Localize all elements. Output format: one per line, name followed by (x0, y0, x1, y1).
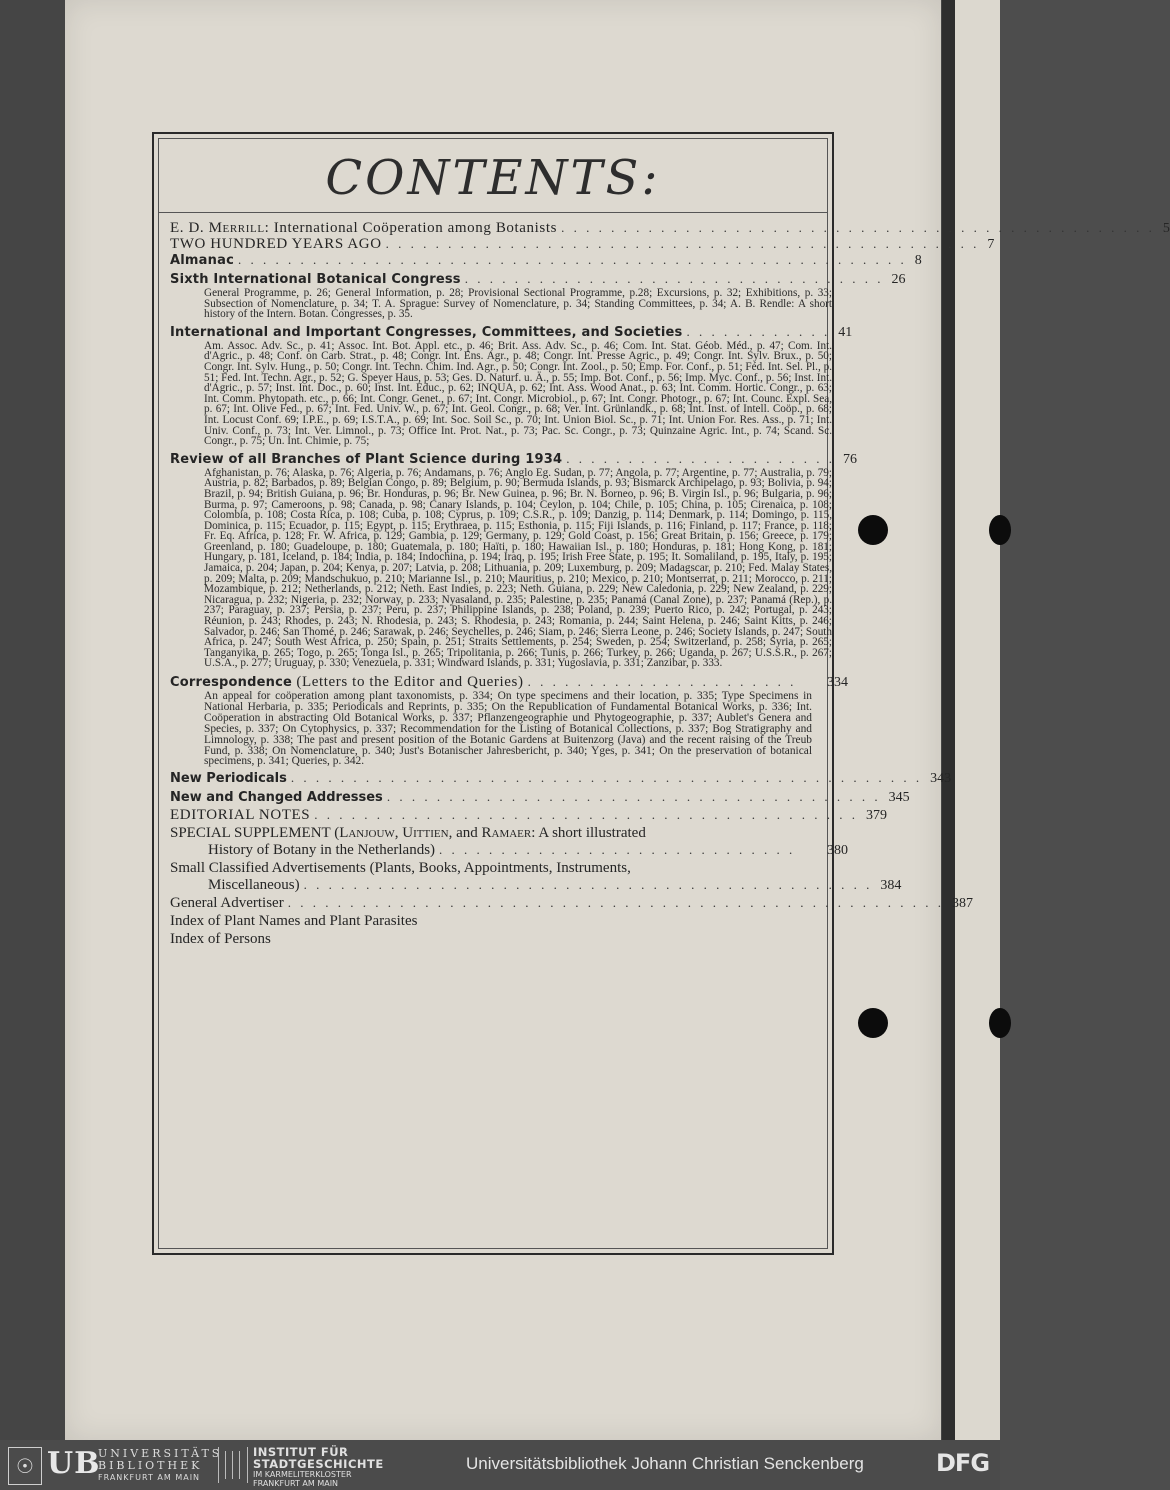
entry-title: Almanac (170, 253, 234, 268)
entry-page: 343 (930, 771, 952, 787)
contents-entry (160, 789, 910, 806)
entry-title: Sixth International Botanical Congress (170, 272, 461, 287)
contents-entry (160, 450, 857, 670)
entry-page: 387 (951, 896, 973, 912)
leader-dots: . . . . . . . . . . . . . . . . . . . . . . (566, 450, 835, 466)
entry-page: 379 (866, 808, 887, 824)
contents-entry (160, 220, 1170, 237)
page-fold (942, 0, 955, 1440)
entry-page: 5 (1162, 221, 1170, 236)
entry-page: 380 (827, 843, 848, 859)
leader-dots: . . . . . . . . . . . . . . . . . . . . . . . . . . . . . . . . . . . . . . . . . . . . . . . . (385, 236, 980, 251)
institute-name[interactable]: INSTITUT FÜR STADTGESCHICHTE IM KARMELITERKLOSTER FRANKFURT AM MAIN (253, 1445, 384, 1488)
entry-page: 334 (827, 675, 848, 690)
entry-title: EDITORIAL NOTES (170, 807, 311, 824)
leader-dots: . . . . . . . . . . . . . . . . . . . . . . . . . . . . . . . . . . (464, 271, 884, 286)
entry-page: 7 (987, 237, 995, 252)
ub-logo[interactable]: UB (47, 1446, 101, 1481)
contents-entry (160, 825, 850, 859)
entry-page: 76 (842, 451, 857, 467)
entry-title: Index of Persons (170, 931, 271, 948)
entry-details: Am. Assoc. Adv. Sc., p. 41; Assoc. Int. Bot. Appl. etc., p. 46; Brit. Ass. Adv. Sc., p. 46; Com. Int. Stat. Géob. Méd., p. 47; Com. Int. d'Agric., p. 48; Conf. on Carb. Strat., p. 48; Congr. Int. Ens. Agr., p. 48; Congr. Int. Presse Agric., p. 49; Congr. Int. Sylv. Brux., p. 50; Congr. Int. Sylv. Hung., p. 50; Congr. Int. Techn. Chim. Ind. Agr., p. 50; Congr. Int. Zool., p. 50; Emp. For. Conf., p. 51; Féd. Int. Sel. Pl., p. 51; Fed. Int. Techn. Agr., p. 52; G. Speyer Haus, p. 53; Ges. D. Naturf. u. Ä., p. 55; Imp. Bot. Conf., p. 56; Imp. Myc. Conf., p. 56; Inst. Int. d'Agric., p. 57; Inst. Int. Doc., p. 60; Inst. Int. Educ., p. 62; INQUA, p. 62; Int. Ass. Wood Anat., p. 63; Int. Comm. Hortic. Congr., p. 63; Int. Comm. Phytopath. etc., p. 66; Int. Congr. Genet., p. 67; Int. Congr. Microbiol., p. 67; Int. Congr. Photogr., p. 67; Int. Counc. Expl. Sea, p. 67; Int. Olive Fed., p. 67; Int. Fed. Univ. W., p. 67; Int. Geol. Congr., p. 68; Ver. Int. Grünlandk., p. 68; Int. Inst. of Intell. Coöp., p. 68; Int. Locust Conf. 69; I.P.E., p. 69; I.S.T.A., p. 69; Int. Soc. Soil Sc., p. 70; Int. Union Biol. Sc., p. 71; Int. Union For. Res. Ass., p. 71; Int. Univ. Conf., p. 73; Int. Ver. Limnol., p. 73; Office Int. Prot. Nat., p. 73; Pac. Sc. Congr., p. 73; Quinzaine Agric. Int., p. 74; Scand. Sc. Congr., p. 75; Un. Int. Chimie, p. 75; (204, 339, 832, 448)
contents-entry (160, 895, 973, 912)
contents-entry (160, 271, 906, 321)
entry-title: E. D. Merrill: International Coöperation among Botanists (170, 220, 558, 236)
leader-dots: . . . . . . . . . . . . . . . . . . . . . . . . . . . . . . . . . . . . . . . . . . . . (314, 807, 858, 823)
contents-entry (160, 931, 850, 948)
punch-hole (989, 1008, 1011, 1038)
punch-hole (858, 515, 888, 545)
page-title: CONTENTS: (325, 150, 661, 206)
contents-list (160, 218, 1170, 948)
contents-entry (160, 913, 850, 930)
punch-hole (858, 1008, 888, 1038)
entry-title: SPECIAL SUPPLEMENT (Lanjouw, Uittien, and Ramaer: A short illustrated (170, 825, 646, 842)
leader-dots: . . . . . . . . . . . . . . . . . . . . . . . . . . . . . . . . . . . . . . . . . . . . . . . . (561, 220, 1155, 235)
entry-title: Small Classified Advertisements (Plants, Books, Appointments, Instruments, (170, 860, 631, 877)
entry-page: 26 (891, 272, 906, 287)
entry-details: General Programme, p. 26; General Information, p. 28; Provisional Sectional Programme, p.28; Excursions, p. 32; Exhibitions, p. 33; Subsection of Nomenclature, p. 34; T. A. Sprague: Survey of Nomenclature, p. 34; Standing Committees, p. 34; A. B. Rendle: A short history of the Intern. Botan. Congresses, p. 35. (204, 287, 832, 321)
contents-entry (160, 236, 995, 253)
entry-title: New and Changed Addresses (170, 790, 383, 806)
entry-title: International and Important Congresses, Committees, and Societies (170, 324, 683, 340)
title-divider (158, 212, 828, 213)
entry-page: 41 (838, 324, 853, 340)
contents-entry (160, 252, 922, 269)
leader-dots: . . . . . . . . . . . . . . . . . . . . . . . . . . . . . . . . . . . . . . . . . . . . . . . . . . . . . . (237, 252, 907, 267)
next-page-edge (955, 0, 1000, 1440)
leader-dots: . . . . . . . . . . . . . . . . . . . . . . (527, 674, 797, 689)
contents-entry (160, 807, 887, 824)
entry-title: TWO HUNDRED YEARS AGO (170, 236, 382, 252)
library-name-link[interactable]: Universitätsbibliothek Johann Christian Senckenberg (466, 1454, 864, 1473)
entry-title: General Advertiser (170, 895, 284, 912)
entry-title: New Periodicals (170, 771, 287, 787)
contents-entry (160, 673, 850, 767)
entry-title: Index of Plant Names and Plant Parasites (170, 913, 418, 930)
entry-page: 8 (914, 253, 922, 268)
entry-title: Review of all Branches of Plant Science during 1934 (170, 451, 563, 467)
entry-page: 384 (880, 878, 902, 894)
entry-details: An appeal for coöperation among plant taxonomists, p. 334; On type specimens and their location, p. 335; Type Specimens in National Herbaria, p. 335; Periodicals and Reprints, p. 335; On the Republication of Fundamental Botanical Works, p. 336; Int. Coöperation in abstracting Old Botanical Works, p. 337; Pflanzengeographie und Phytogeographie, p. 337; Aublet's Genera and Species, p. 337; On Cytophysics, p. 337; Recommendation for the Listing of Botanical Collections, p. 337; Bog Stratigraphy and Limnology, p. 338; The past and present position of the Botanic Gardens at Buitenzorg (Java) and the recent raising of the Treub Fund, p. 338; On Nomenclature, p. 340; Just's Botanischer Jahresbericht, p. 340; Yges, p. 341; On the preservation of botanical specimens, p. 341; Queries, p. 342. (204, 690, 812, 768)
punch-hole (989, 515, 1011, 545)
leader-dots: . . . . . . . . . . . . . . . . . . . . . . . . . . . . . (439, 842, 796, 858)
leader-dots: . . . . . . . . . . . . (686, 323, 831, 339)
contents-entry (160, 770, 952, 787)
contents-entry (160, 323, 853, 448)
entry-details: Afghanistan, p. 76; Alaska, p. 76; Algeria, p. 76; Andamans, p. 76; Anglo Eg. Sudan, p. 77; Angola, p. 77; Argentine, p. 77; Australia, p. 79; Austria, p. 82; Barbados, p. 89; Belgian Congo, p. 89; Belgium, p. 90; Bermuda Islands, p. 93; Bismarck Archipelago, p. 93; Bolivia, p. 94; Brazil, p. 94; British Guiana, p. 96; Br. Honduras, p. 96; Br. New Guinea, p. 96; Br. N. Borneo, p. 96; B. Virgin Isl., p. 96; Bulgaria, p. 96; Burma, p. 97; Cameroons, p. 98; Canada, p. 98; Canary Islands, p. 104; Ceylon, p. 104; Chile, p. 105; China, p. 105; Cirenaica, p. 108; Colombia, p. 108; Costa Rica, p. 108; Cuba, p. 108; Cyprus, p. 109; C.S.R., p. 109; Danzig, p. 114; Denmark, p. 114; Domingo, p. 115, Dominica, p. 115; Ecuador, p. 115; Egypt, p. 115; Erythraea, p. 115; Esthonia, p. 115; Fiji Islands, p. 116; Finland, p. 117; France, p. 118; Fr. Eq. Africa, p. 128; Fr. W. Africa, p. 129; Gambia, p. 129; Germany, p. 129; Gold Coast, p. 156; Great Britain, p. 156; Greece, p. 179; Greenland, p. 180; Guadeloupe, p. 180; Guatemala, p. 180; Haïti, p. 180; Hawaiian Isl., p. 180; Honduras, p. 181; Hong Kong, p. 181; Hungary, p. 181, Iceland, p. 184; India, p. 184; Indochina, p. 194; Iraq, p. 195; Irish Free State, p. 195; It. Somaliland, p. 195, Italy, p. 195; Jamaica, p. 204; Japan, p. 204; Kenya, p. 207; Latvia, p. 208; Lithuania, p. 209; Luxemburg, p. 209; Madagscar, p. 210; Fed. Malay States, p. 209; Malta, p. 209; Mandschukuo, p. 210; Marianne Isl., p. 210; Mauritius, p. 210; Mexico, p. 210; Montserrat, p. 211; Morocco, p. 211; Mozambique, p. 212; Netherlands, p. 212; Neth. East Indies, p. 223; Neth. Guiana, p. 229; New Caledonia, p. 229; New Zealand, p. 229; Nicaragua, p. 232; Nigeria, p. 232; Norway, p. 233; Nyasaland, p. 235; Palestine, p. 235; Panamá (Canal Zone), p. 237; Panamá (Rep.), p. 237; Paraguay, p. 237; Persia, p. 237; Peru, p. 237; Philippine Islands, p. 238; Poland, p. 239; Puerto Rico, p. 242; Portugal, p. 243; Réunion, p. 243; Rhodes, p. 243; N. Rhodesia, p. 243; S. Rhodesia, p. 243; Romania, p. 244; Saint Helena, p. 246; Saint Kitts, p. 246; Salvador, p. 246; San Thomé, p. 246; Sarawak, p. 246; Seychelles, p. 246; Siam, p. 246; Sierra Leone, p. 246; Society Islands, p. 247; South Africa, p. 247; South West Africa, p. 250; Spain, p. 251; Straits Settlements, p. 254; Sweden, p. 254; Switzerland, p. 258; Syria, p. 265; Tanganyika, p. 265; Togo, p. 265; Tonga Isl., p. 265; Tripolitania, p. 266; Tunis, p. 266; Turkey, p. 266; Uganda, p. 267; U.S.S.R., p. 267; U.S.A., p. 277; Uruguay, p. 330; Venezuela, p. 331; Windward Islands, p. 331; Yugoslavia, p. 331; Zanzibar, p. 333. (204, 466, 832, 670)
entry-title: Correspondence (Letters to the Editor and Queries) (170, 674, 524, 690)
institute-arch-icon (218, 1447, 248, 1483)
contents-entry (160, 860, 902, 894)
leader-dots: . . . . . . . . . . . . . . . . . . . . . . . . . . . . . . . . . . . . . . . . . . . . . . . . . . . (290, 770, 923, 786)
leader-dots: . . . . . . . . . . . . . . . . . . . . . . . . . . . . . . . . . . . . . . . . . . . . . . . . . . . . . (287, 895, 944, 911)
ub-name: UNIVERSITÄTS BIBLIOTHEK FRANKFURT AM MAIN (98, 1447, 223, 1482)
viewer-footer (0, 1440, 1000, 1490)
leader-dots: . . . . . . . . . . . . . . . . . . . . . . . . . . . . . . . . . . . . . . . . (386, 789, 881, 805)
leader-dots: . . . . . . . . . . . . . . . . . . . . . . . . . . . . . . . . . . . . . . . . . . . . . . (303, 877, 873, 893)
entry-title-continued: History of Botany in the Netherlands) (208, 842, 436, 859)
ub-seal-icon: ☉ (8, 1447, 42, 1485)
dfg-logo[interactable]: DFG (936, 1449, 990, 1477)
entry-title-continued: Miscellaneous) (208, 877, 300, 894)
entry-page: 345 (888, 790, 910, 806)
